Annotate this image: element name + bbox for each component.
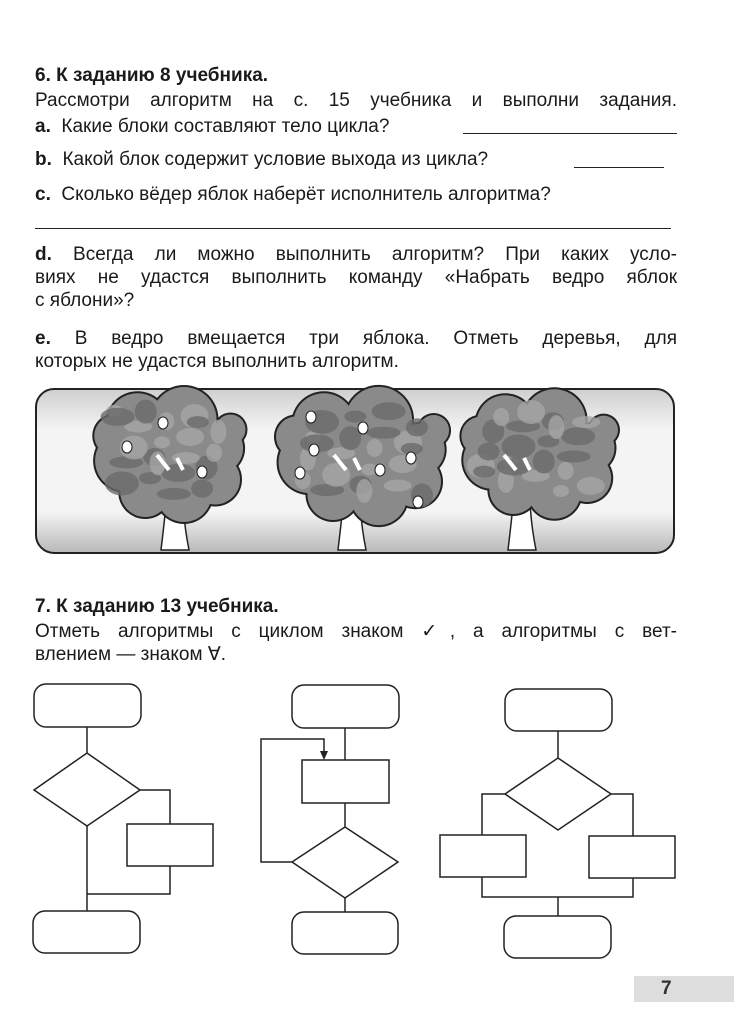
question-c-label: c. — [35, 184, 51, 205]
question-d-label: d. — [35, 244, 52, 265]
page-number-box — [634, 976, 734, 1002]
question-b-label: b. — [35, 149, 52, 170]
task7-line2: влением — знаком ∀. — [35, 644, 227, 665]
end-terminal — [33, 911, 140, 953]
flowchart-1-branching[interactable] — [33, 684, 213, 953]
question-d-text: Всегда ли можно выполнить алгоритм? При каких усло- — [73, 244, 677, 265]
question-a-label: a. — [35, 116, 51, 137]
start-terminal — [292, 685, 399, 728]
process-block-right — [589, 836, 675, 878]
question-e-label: e. — [35, 328, 51, 349]
start-terminal — [505, 689, 612, 731]
start-terminal — [34, 684, 141, 727]
question-d-line2: виях не удастся выполнить команду «Набрать ведро яблок — [35, 267, 677, 288]
question-b-text: Какой блок содержит условие выхода из цикла? — [62, 149, 489, 170]
condition-diamond — [292, 827, 398, 898]
question-d-line3: с яблони»? — [35, 290, 135, 311]
process-block — [127, 824, 213, 866]
page-number: 7 — [661, 978, 672, 999]
question-a-text: Какие блоки составляют тело цикла? — [61, 116, 390, 137]
task7-line1: Отметь алгоритмы с циклом знаком ✓, а алгоритмы с вет- — [35, 621, 677, 642]
question-e-text: В ведро вмещается три яблока. Отметь деревья, для — [74, 328, 678, 349]
condition-diamond — [34, 753, 140, 826]
flowchart-2-loop[interactable] — [261, 685, 399, 954]
task6-title: 6. К заданию 8 учебника. — [35, 65, 269, 86]
task7-title: 7. К заданию 13 учебника. — [35, 596, 279, 617]
arrow-down-icon — [320, 751, 328, 760]
question-c-text: Сколько вёдер яблок наберёт исполнитель алгоритма? — [61, 184, 551, 205]
question-e-line2: которых не удастся выполнить алгоритм. — [35, 351, 399, 372]
process-block — [302, 760, 389, 803]
flowchart-3-branching[interactable] — [440, 689, 675, 958]
end-terminal — [292, 912, 398, 954]
condition-diamond — [505, 758, 611, 830]
process-block-left — [440, 835, 526, 877]
task6-intro: Рассмотри алгоритм на с. 15 учебника и выполни задания. — [35, 90, 677, 111]
end-terminal — [504, 916, 611, 958]
